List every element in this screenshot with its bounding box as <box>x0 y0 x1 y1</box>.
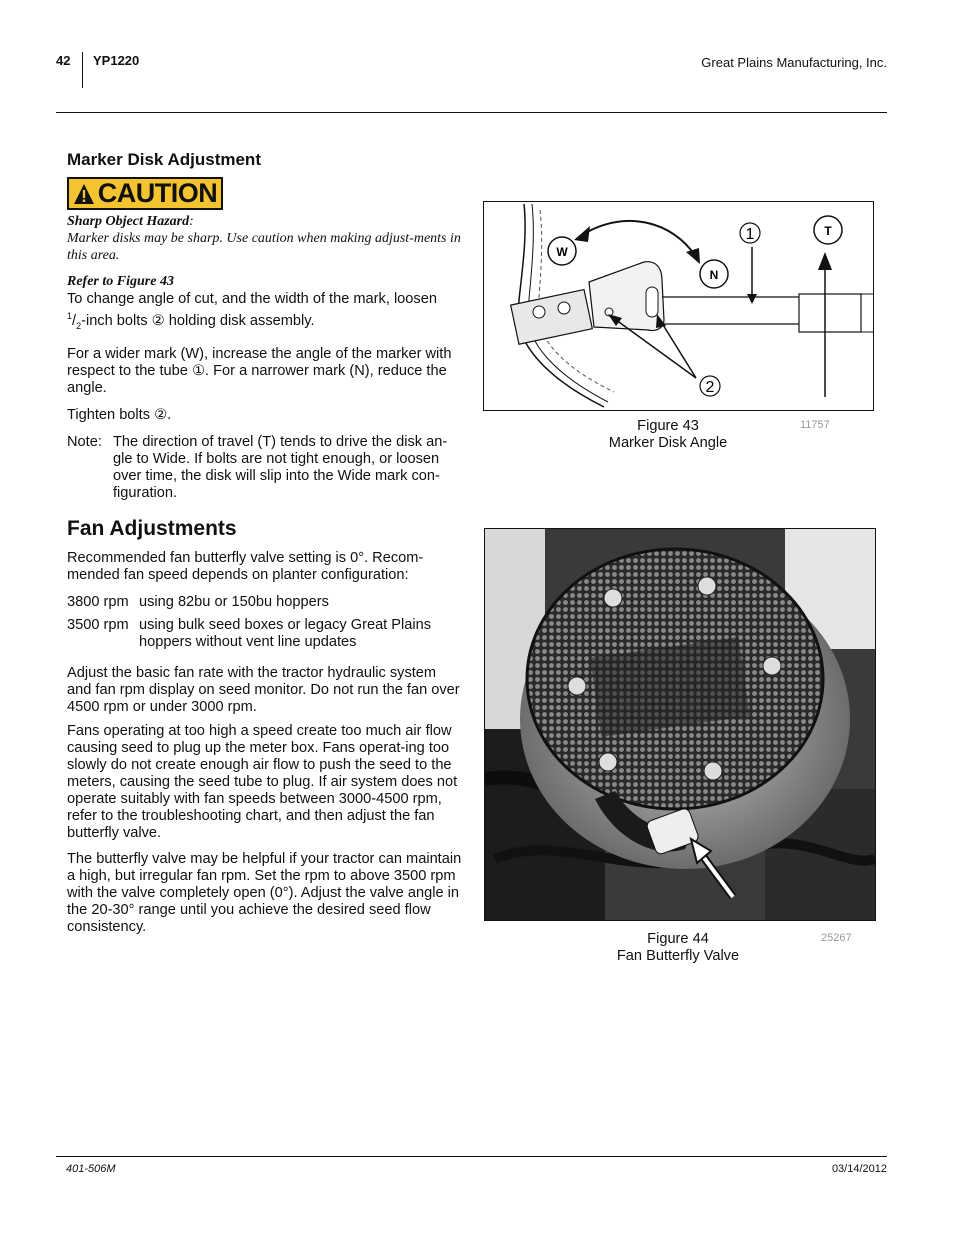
figure43-caption <box>568 418 768 452</box>
figure44-caption-title: Fan Butterfly Valve <box>616 948 740 964</box>
label-1: 1 <box>745 226 755 243</box>
frac-num: 1 <box>67 311 73 321</box>
caution-word: CAUTION <box>97 178 218 208</box>
marker-disk-diagram <box>484 202 873 410</box>
caution-label <box>67 177 223 210</box>
figure43-caption-title: Marker Disk Angle <box>608 435 728 451</box>
company-name: Great Plains Manufacturing, Inc. <box>701 55 887 70</box>
para-loosen-b: -inch bolts ② holding disk assembly. <box>81 312 315 329</box>
model-name: YP1220 <box>93 53 140 68</box>
rpm-item <box>67 617 462 651</box>
warning-triangle-icon <box>73 183 95 205</box>
figure44-caption-number: Figure 44 <box>647 931 709 947</box>
para-tighten: Tighten bolts ②. <box>67 406 172 423</box>
label-w: W <box>556 245 568 259</box>
rpm-desc: using bulk seed boxes or legacy Great Plains hoppers without vent line updates <box>139 617 432 650</box>
label-n: N <box>709 268 719 282</box>
figure43-image <box>483 201 874 411</box>
label-2: 2 <box>705 379 715 396</box>
figure44-image <box>484 528 876 921</box>
section-title-marker: Marker Disk Adjustment <box>67 150 261 169</box>
rpm-list <box>67 594 462 651</box>
frac-den: 2 <box>76 320 82 331</box>
header-divider <box>82 52 83 88</box>
figure43-caption-number: Figure 43 <box>637 418 699 434</box>
fan-para-butterfly: The butterfly valve may be helpful if your tractor can maintain a high, but irregular fan rpm. Set the rpm to above 3500 rpm with the valve completely open (0°). Adjust the valve angle in the 20-30° range until you achieve the desired seed flow consistency. <box>67 851 462 935</box>
fan-intro: Recommended fan butterfly valve setting is 0°. Recom-mended fan speed depends on planter configuration: <box>67 550 424 583</box>
marker-body <box>67 291 462 502</box>
header-rule <box>56 112 887 113</box>
fan-para-adjust: Adjust the basic fan rate with the tractor hydraulic system and fan rpm display on seed monitor. Do not run the fan over 4500 rpm or under 3000 rpm. <box>67 665 460 715</box>
note-label: Note: <box>67 433 102 450</box>
rpm-value: 3500 rpm <box>67 617 129 633</box>
footer-rule <box>56 1156 887 1157</box>
hazard-text: Marker disks may be sharp. Use caution when making adjust-ments in this area. <box>67 231 461 263</box>
hazard-title: Sharp Object Hazard <box>67 214 190 229</box>
doc-date: 03/14/2012 <box>831 1163 887 1175</box>
rpm-item <box>67 594 462 611</box>
hazard-block: Sharp Object Hazard: Marker disks may be sharp. Use caution when making adjust-ments in this area. <box>67 214 461 263</box>
rpm-value: 3800 rpm <box>67 594 129 610</box>
refer-figure43: Refer to Figure 43 <box>67 274 174 289</box>
fan-para-speed: Fans operating at too high a speed create too much air flow causing seed to plug up the meter box. Fans operat-ing too slowly do not create enough air flow to push the seed to the meters, causing the seed tube to plug. If air system does not operate suitably with fan speeds between 3000-4500 rpm, refer to the troubleshooting chart, and then adjust the fan butterfly valve. <box>67 723 458 841</box>
rpm-desc: using 82bu or 150bu hoppers <box>139 594 329 610</box>
para-loosen: To change angle of cut, and the width of the mark, loosen $^1/_2$-inch bolts ② holding disk assembly. <box>67 291 437 331</box>
note <box>67 434 462 502</box>
para-loosen-a: To change angle of cut, and the width of the mark, loosen <box>67 291 437 307</box>
label-t: T <box>824 224 832 238</box>
section-title-fan: Fan Adjustments <box>67 517 237 540</box>
fan-body <box>67 550 462 936</box>
figure44-image-number: 25267 <box>821 932 852 944</box>
page-number: 42 <box>56 53 71 68</box>
figure44-caption <box>578 931 778 965</box>
figure43-image-number: 11757 <box>800 419 830 431</box>
para-wider: For a wider mark (W), increase the angle of the marker with respect to the tube ①. For a narrower mark (N), reduce the angle. <box>67 345 452 396</box>
doc-number: 401-506M <box>66 1163 116 1175</box>
fan-photo <box>485 529 875 920</box>
note-text: The direction of travel (T) tends to drive the disk an-gle to Wide. If bolts are not tight enough, or loosen over time, the disk will slip into the Wide mark con-figuration. <box>113 433 448 501</box>
